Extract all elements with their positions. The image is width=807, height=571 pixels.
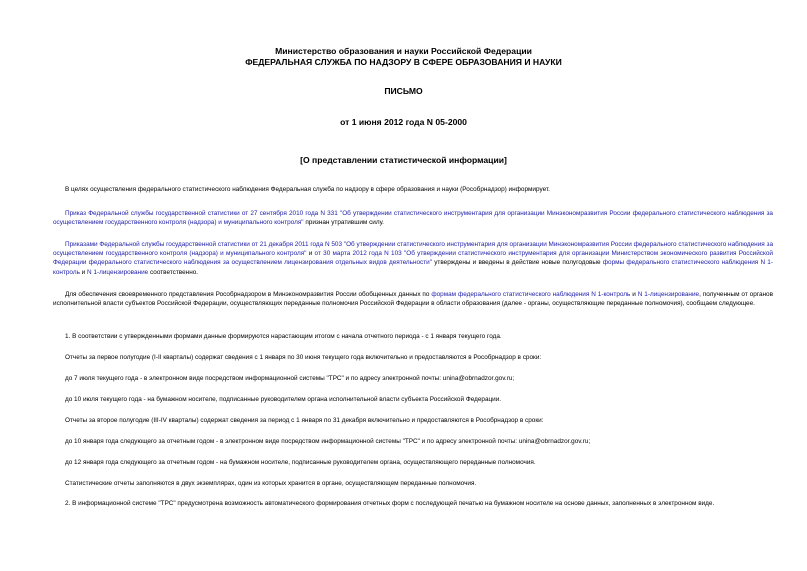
ministry-name: Министерство образования и науки Российской Федерации <box>275 46 532 56</box>
link-order-331[interactable]: Приказ Федеральной службы государственной статистики от 27 сентября 2010 года N 331 "Об утверждении статистического инструментария для организации Минэкономразвития России федерального статистического наблюдения за осуществлением государственного контроля (надзора) и муниципального контроля" <box>53 210 773 227</box>
document-subject: [О представлении статистической информации] <box>300 155 507 165</box>
paragraph-deadline-july-7: до 7 июля текущего года - в электронном виде посредством информационной системы "ТРС" и по адресу электронной почты: unina@obrnadzor.gov.ru; <box>65 375 515 382</box>
text-connector: утверждены и введены в действие новые полугодовые <box>432 259 603 267</box>
paragraph-order-331-tail: признан утратившим силу. <box>303 219 384 227</box>
link-order-503[interactable]: Приказами Федеральной службы государственной статистики от 21 декабря 2011 года N 503 "Об утверждении статистического инструментария для организации Минэкономразвития России федерального статистического наблюдения за осуществлением государственного контроля (надзора) и муниципального контроля" <box>53 241 773 258</box>
text-connector: соответственно. <box>148 268 199 276</box>
link-order-103[interactable]: от 30 марта 2012 года N 103 "Об утверждении статистического инструментария для организации Министерством экономического развития Российской Федерации федерального статистического наблюдения за осуществлением лицензирования отдельных видов деятельности" <box>53 250 773 267</box>
link-form-1-control[interactable]: формы федерального статистического наблюдения N 1-контроль <box>53 259 773 276</box>
service-name: ФЕДЕРАЛЬНАЯ СЛУЖБА ПО НАДЗОРУ В СФЕРЕ ОБРАЗОВАНИЯ И НАУКИ <box>245 57 562 67</box>
link-form-1-licensing[interactable]: N 1-лицензирование <box>87 268 149 276</box>
text-connector: и <box>630 291 638 298</box>
paragraph-new-forms <box>53 240 773 277</box>
paragraph-item-1: 1. В соответствии с утвержденными формами данные формируются нарастающим итогом с начала отчетного периода - с 1 января текущего года. <box>65 333 502 340</box>
paragraph-provision <box>53 290 773 308</box>
link-forms-1-control[interactable]: формам федерального статистического наблюдения N 1-контроль <box>431 291 631 298</box>
document-type: ПИСЬМО <box>384 86 423 96</box>
paragraph-item-2: 2. В информационной системе "ТРС" предусмотрена возможность автоматического формирования отчетных форм с последующей печатью на бумажном носителе на основе данных, заполненных в электронном виде. <box>65 500 715 507</box>
text-segment: Для обеспечения своевременного представления Рособрнадзором в Минэкономразвития России обобщенных данных по <box>65 291 432 298</box>
paragraph-copies: Статистические отчеты заполняются в двух экземплярах, один из которых хранится в органе, осуществляющем переданные полномочия. <box>65 480 477 487</box>
paragraph-second-half: Отчеты за второе полугодие (III-IV кварталы) содержат сведения за период с 1 января по 31 декабря включительно и предоставляются в Рособрнадзор в сроки: <box>65 417 544 424</box>
link-forms-1-licensing[interactable]: N 1-лицензирование <box>637 291 700 298</box>
text-segment: , полученным от органов исполнительной власти субъектов Российской Федерации, осуществляющих переданные полномочия Российской Федерации в области образования (далее - органы, осуществляющие переданные полномочия), сообщаем следующее. <box>53 291 773 308</box>
text-connector: и <box>306 250 315 258</box>
paragraph-intro: В целях осуществления федерального статистического наблюдения Федеральная служба по надзору в сфере образования и науки (Рособрнадзор) информирует. <box>65 186 550 193</box>
paragraph-deadline-july-10: до 10 июля текущего года - на бумажном носителе, подписанные руководителем органа исполнительной власти субъекта Российской Федерации. <box>65 396 502 403</box>
paragraph-first-half: Отчеты за первое полугодие (I-II кварталы) содержат сведения с 1 января по 30 июня текущего года включительно и предоставляются в Рособрнадзор в сроки: <box>65 354 542 361</box>
text-connector: и <box>79 268 88 276</box>
paragraph-deadline-jan-12: до 12 января года следующего за отчетным годом - на бумажном носителе, подписанные руководителем органа, осуществляющего переданные полномочия. <box>65 459 536 466</box>
paragraph-order-331 <box>53 209 773 227</box>
document-date-number: от 1 июня 2012 года N 05-2000 <box>340 117 467 127</box>
paragraph-deadline-jan-10: до 10 января года следующего за отчетным годом - в электронном виде посредством информационной системы "ТРС" и по адресу электронной почты: unina@obrnadzor.gov.ru; <box>65 438 591 445</box>
